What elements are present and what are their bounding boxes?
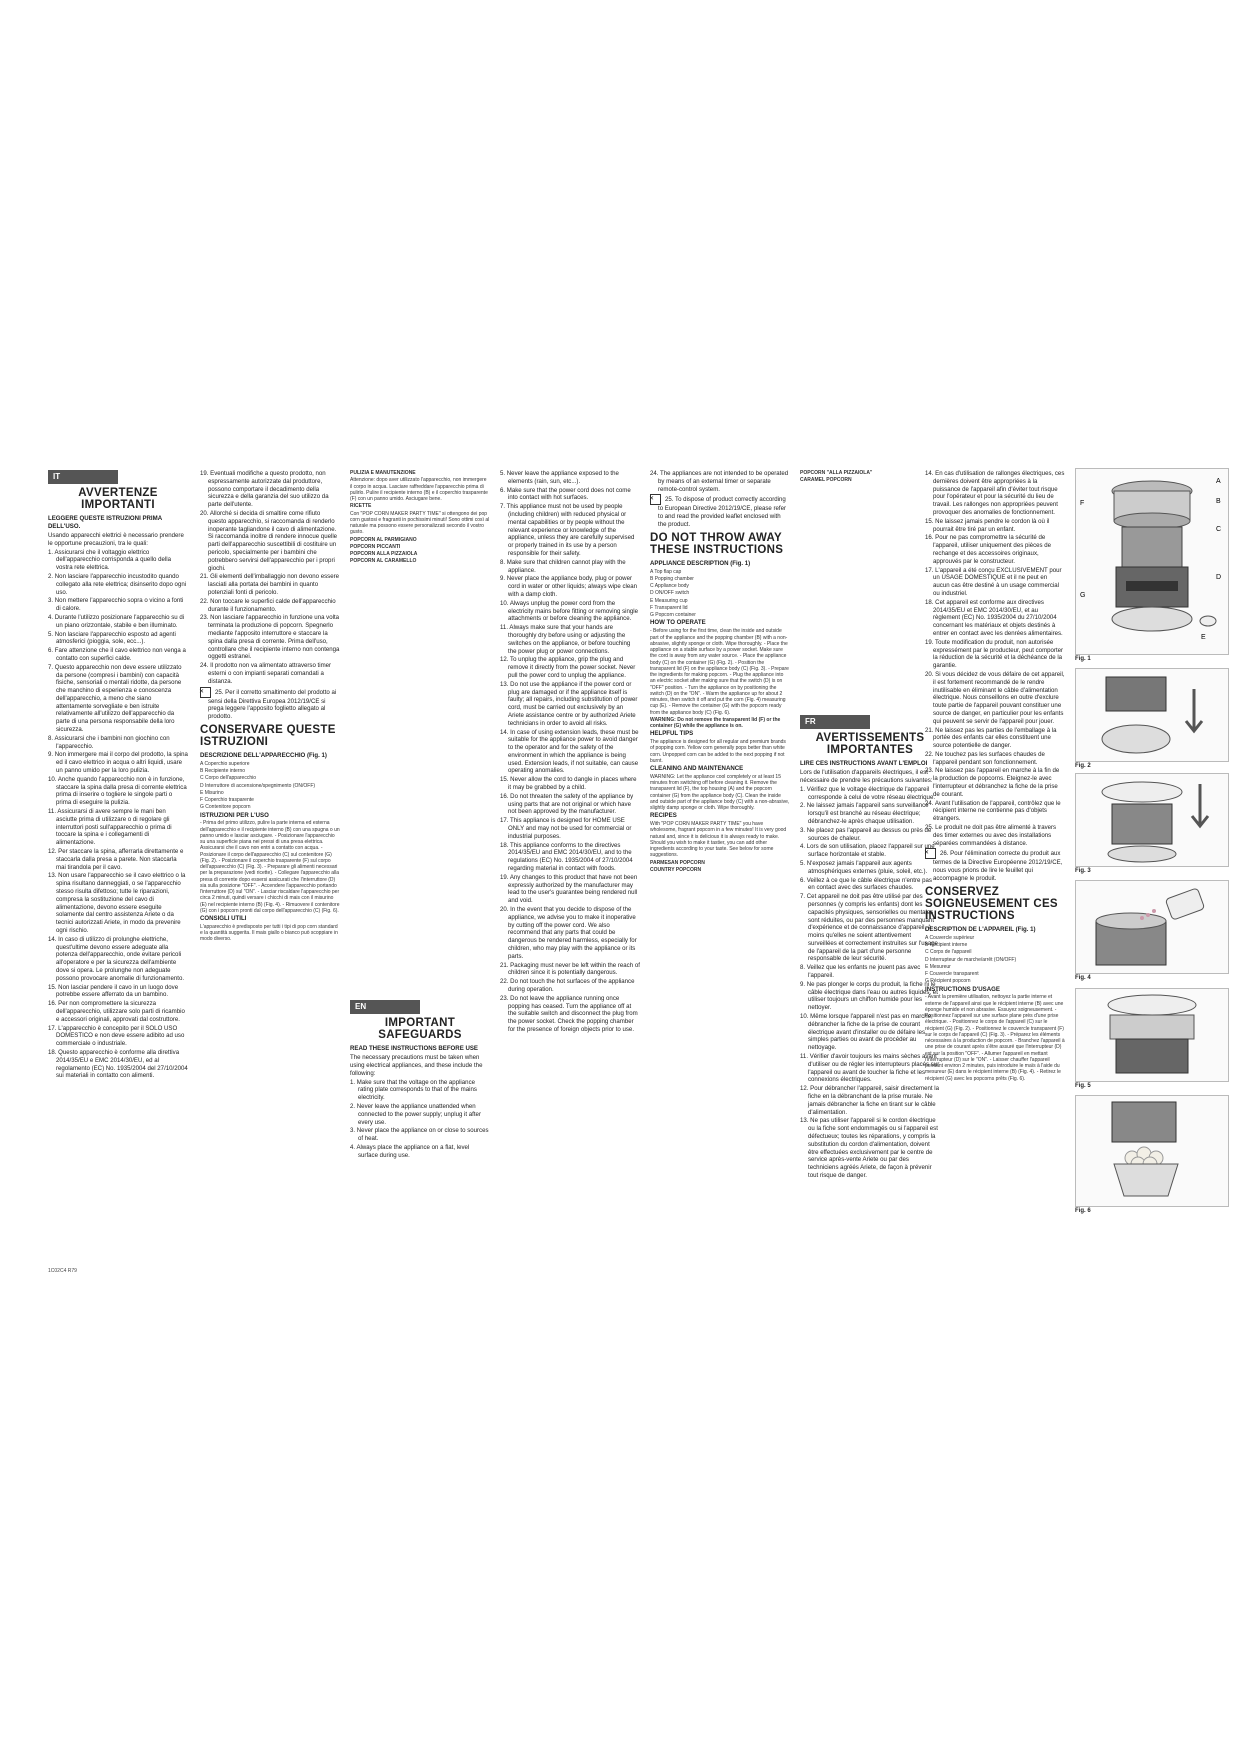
it-item: 18. Questo apparecchio è conforme alla direttiva 2014/35/EU e EMC 2014/30/EU, ed al regolamento (EC) No. 1935/2004 del 27/10/2004 sui materiali in contatto con alimenti. (48, 1048, 188, 1080)
it-item-text: 25. Per il corretto smaltimento del prodotto ai sensi della Direttiva Europea 2012/19/CE si prega leggere l'apposito foglietto allegato al prodotto. (208, 688, 337, 721)
en-item: 1. Make sure that the voltage on the appliance rating plate corresponds to that of the mains electricity. (350, 1078, 477, 1102)
fr-part: A Couvercle supérieur (925, 934, 975, 941)
en-item: 3. Never place the appliance on or close to sources of heat. (350, 1127, 489, 1143)
en-part: C Appliance body (650, 583, 689, 590)
fr-item: 14. En cas d'utilisation de rallonges électriques, ces dernières doivent être appropriées à la puissance de l'appareil afin d'éviter tout risque pour l'opérateur et pour la sécurité du lieu de travail. Les rallonges non appropriées peuvent provoquer des anomalies de fonctionnement. (925, 470, 1065, 516)
fr-item: 2. Ne laissez jamais l'appareil sans surveillance lorsqu'il est branché au réseau électrique; débranchez-le après chaque utilisation. (800, 802, 929, 825)
en-recipe-name: PARMESAN POPCORN (650, 859, 705, 866)
it-clean: Attenzione: dopo aver utilizzato l'apparecchio, non immergere il corpo in acqua. Lasciare raffreddare l'apparecchio prima di pulirlo. Pulire il recipiente interno (B) e il coperchio trasparente (F) con un panno umido. Asciugare bene. (350, 477, 488, 502)
it-item: 12. Per staccare la spina, afferrarla direttamente e staccarla dalla presa a parete. Non staccarla mai tirandola per il cavo. (48, 848, 184, 871)
it-item: 5. Non lasciare l'apparecchio esposto ad agenti atmosferici (pioggia, sole, ecc...). (48, 630, 176, 646)
en-item: 20. In the event that you decide to dispose of the appliance, we advise you to make it inoperative by cutting off the power cord. We also recommend that any parts that could be dangerous be rendered harmless, especially for children, who may play with the appliance or its parts. (500, 906, 637, 960)
it-part: E Misurino (200, 789, 224, 796)
fr-item: 12. Pour débrancher l'appareil, saisir directement la fiche en la débranchant de la prise murale. Ne jamais débrancher la fiche en tirant sur le câble d'alimentation. (800, 1085, 940, 1116)
fr-item: 16. Pour ne pas compromettre la sécurité de l'appareil, utiliser uniquement des pièces de rechange et des accessoires originaux, approuvés par le constructeur. (925, 534, 1052, 565)
it-item: 21. Gli elementi dell'imballaggio non devono essere lasciati alla portata dei bambini in quanto potenziali fonti di pericolo. (200, 573, 340, 596)
figure-1-label-g: G (1080, 592, 1086, 599)
en-item-text: 25. To dispose of product correctly according to European Directive 2012/19/CE, please refer to and read the provided leaflet enclosed with the product. (658, 496, 787, 528)
figure-1-label: Fig. 1 (1075, 656, 1091, 662)
it-parts-list (200, 761, 340, 811)
en-item: 23. Do not leave the appliance running once popping has ceased. Turn the appliance off at the suitable switch and disconnect the plug from the power socket. Check the popping chamber for the presence of foreign objects prior to use. (500, 994, 638, 1033)
it-item: 24. Il prodotto non va alimentato attraverso timer esterni o con impianti separati comandati a distanza. (200, 662, 332, 685)
en-item: 4. Always place the appliance on a flat, level surface during use. (350, 1143, 470, 1159)
crossed-bin-icon: ✕ (200, 687, 211, 698)
fr-part: E Mesureur (925, 963, 951, 970)
en-clean: WARNING: Let the appliance cool completely or at least 15 minutes from switching off before cleaning it. Remove the transparent lid (F), the top housing (A) and the popcorn container (G) from the appliance body (C). Clean the inside and outside part of the appliance body (C) with a non-abrasive, slightly damp sponge or cloth. Wipe thoroughly. (650, 773, 790, 812)
en-item: 21. Packaging must never be left within the reach of children since it is potentially dangerous. (500, 961, 640, 977)
it-tips-heading: CONSIGLI UTILI (200, 915, 247, 923)
en-part: B Popping chamber (650, 575, 694, 582)
it-part: B Recipiente interno (200, 768, 246, 775)
it-recipe-name: POPCORN AL CARAMELLO (350, 558, 417, 565)
it-item: 16. Per non compromettere la sicurezza dell'apparecchio, utilizzare solo parti di ricambio e accessori originali, approvati dal costruttore. (48, 1000, 185, 1023)
fr-item: 15. Ne laissez jamais pendre le cordon là où il pourrait être tiré par un enfant. (925, 517, 1050, 533)
en-item: 13. Do not use the appliance if the power cord or plug are damaged or if the appliance itself is faulty; all repairs, including substitution of power cord, must be carried out exclusively by an Ariete assistance centre or by authorized Ariete technicians in order to avoid all risks. (500, 680, 638, 727)
it-column-1 (48, 470, 188, 1270)
en-usage-heading: HOW TO OPERATE (650, 619, 706, 627)
en-column-4 (800, 470, 940, 700)
crossed-bin-icon: ✕ (650, 494, 661, 505)
popcorn-maker-illustration (1076, 469, 1228, 654)
en-item: 19. Any changes to this product that have not been expressly authorized by the manufacturer may lead to the user's guarantee being rendered null and void. (500, 873, 638, 905)
en-item: 9. Never place the appliance body, plug or power cord in water or other liquids; always wipe clean with a damp cloth. (500, 575, 638, 598)
fr-part: C Corps de l'appareil (925, 949, 972, 956)
fr-item-text: 26. Pour l'élimination correcte du produit aux termes de la Directive Européenne 2012/19/CE, nous vous prions de lire le feuillet qui accompagne le produit. (933, 850, 1063, 883)
fr-item: 4. Lors de son utilisation, placez l'appareil sur une surface horizontale et stable. (800, 843, 935, 859)
fr-item: 9. Ne pas plonger le corps du produit, la fiche ni le câble électrique dans l'eau ou autres liquides, et utiliser toujours un chiffon humide pour les nettoyer. (800, 980, 938, 1012)
it-item: 19. Eventuali modifiche a questo prodotto, non espressamente autorizzate dal produttore, possono comportare il decadimento della sicurezza e della garanzia del suo utilizzo da parte dell'utente. (200, 470, 329, 509)
it-part: C Corpo dell'apparecchio (200, 775, 256, 782)
en-desc-heading: APPLIANCE DESCRIPTION (Fig. 1) (650, 559, 751, 567)
it-tips: L'apparecchio è predisposto per tutti i tipi di pop corn standard e la quantità suggerita. Il mais giallo o bianco può scoppiare in modo diverso. (200, 923, 338, 943)
fr-item: 25. Le produit ne doit pas être alimenté à travers des timer externes ou avec des installations séparées commandées à distance. (925, 824, 1057, 847)
en-item: 11. Always make sure that your hands are thoroughly dry before using or adjusting the switches on the appliance, or before touching the power plug or power connections. (500, 624, 631, 655)
figure-5-label: Fig. 5 (1075, 1083, 1091, 1089)
it-item: 3. Non mettere l'apparecchio sopra o vicino a fonti di calore. (48, 597, 184, 613)
en-item: 17. This appliance is designed for HOME USE ONLY and may not be used for commercial or industrial purposes. (500, 817, 632, 840)
fr-column-1 (800, 715, 940, 1270)
figure-2-body-on-container (1075, 668, 1229, 762)
it-intro: Usando apparecchi elettrici è necessario prendere le opportune precauzioni, tra le quali: (48, 531, 184, 547)
en-recipe-name: CARAMEL POPCORN (800, 477, 852, 484)
it-title: AVVERTENZE IMPORTANTI (78, 487, 158, 512)
it-item: 13. Non usare l'apparecchio se il cavo elettrico o la spina risultano danneggiati, o se l'apparecchio stesso risulta difettoso; tutte le riparazioni, compresa la sostituzione del cavo di alimentazione, devono essere eseguite solamente dal centro assistenza Ariete o da tecnici autorizzati Ariete, in modo da prevenire ogni rischio. (48, 872, 186, 934)
it-item: 22. Non toccare le superfici calde dell'apparecchio durante il funzionamento. (200, 597, 336, 613)
figure-1-popcorn-maker-exploded (1075, 468, 1229, 655)
figure-1-label-a: A (1216, 478, 1221, 485)
it-clean-heading: PULIZIA E MANUTENZIONE (350, 470, 416, 476)
en-intro-heading: READ THESE INSTRUCTIONS BEFORE USE (350, 1045, 478, 1053)
en-part: E Measuring cup (650, 597, 688, 604)
en-part: F Transparent lid (650, 604, 688, 611)
fr-item: 21. Ne laissez pas les parties de l'emballage à la portée des enfants car elles constituent une source potentielle de danger. (925, 726, 1057, 750)
en-item: 12. To unplug the appliance, grip the plug and remove it directly from the power socket. Never pull the power cord to unplug the appliance. (500, 656, 636, 679)
fr-item: 22. Ne touchez pas les surfaces chaudes de l'appareil pendant son fonctionnement. (925, 750, 1045, 766)
en-recipe-name: POPCORN "ALLA PIZZAIOLA" (800, 470, 873, 476)
en-item: 18. This appliance conforms to the directives 2014/35/EU and EMC 2014/30/EU, and to the regulations (EC) No. 1935/2004 of 27/10/2004 regarding material in contact with foods. (500, 841, 633, 873)
en-usage: - Before using for the first time, clean the inside and outside part of the appliance and the popping chamber (B) with a non-abrasive, slightly sponge or cloth. Wipe thoroughly. - Place the appliance on a stable surface by a power socket. Make sure the cord is away from any water source. - Place the appliance body (C) on the container (G) (Fig. 2). - Position the transparent lid (F) on the appliance body (C) (Fig. 3). - Prepare the ingredients for making popcorn. - Plug the appliance into an electric socket after making sure that the switch (D) is on "OFF" position. - Turn the appliance on by positioning the switch (D) on the "ON". - Warm the appliance up for about 2 minutes, then switch it off and put the corn (Fig. 4) measuring cup (E). - Remove the container (G) with the popcorn ready from the appliance body (C) (Fig. 6). (650, 628, 789, 716)
fr-item: 5. N'exposez jamais l'appareil aux agents atmosphériques externes (pluie, soleil, etc.). (800, 859, 928, 875)
it-item: 14. In caso di utilizzo di prolunghe elettriche, quest'ultime devono essere adeguate alla potenza dell'apparecchio, onde evitare pericoli all'operatore e per la sicurezza dell'ambiente dove si opera. Le prolunghe non adeguate possono provocare anomalie di funzionamento. (48, 935, 185, 982)
fr-part: G Récipient popcorn (925, 978, 971, 985)
it-item: 6. Fare attenzione che il cavo elettrico non venga a contatto con superfici calde. (48, 647, 186, 662)
en-item: 8. Make sure that children cannot play with the appliance. (500, 558, 626, 574)
it-item: 9. Non immergere mai il corpo del prodotto, la spina ed il cavo elettrico in acqua o altri liquidi, usare un panno umido per la loro pulizia. (48, 751, 188, 775)
it-usage-heading: ISTRUZIONI PER L'USO (200, 811, 269, 819)
it-item: 20. Allorché si decida di smaltire come rifiuto questo apparecchio, si raccomanda di renderlo inoperante tagliandone il cavo di alimentazione. Si raccomanda inoltre di rendere innocue quelle parti dell'apparecchio suscettibili di costituire un pericolo, specialmente per i bambini che potrebbero servirsi dell'apparecchio per i propri giochi. (200, 509, 338, 572)
en-part: A Top flap cap (650, 568, 682, 575)
it-column-2 (200, 470, 340, 1270)
fr-item: 23. Ne laissez pas l'appareil en marche à la fin de la production de popcorns. Eteignez-le avec l'interrupteur et débranchez la fiche de la prise de courant. (925, 767, 1060, 798)
en-item (650, 494, 790, 528)
en-column-1 (350, 1000, 490, 1270)
en-warning: WARNING: Do not remove the transparent lid (F) or the container (G) while the appliance is on. (650, 716, 781, 729)
fr-item: 11. Vérifier d'avoir toujours les mains sèches avant d'utiliser ou de régler les interrupteurs placés sur l'appareil ou avant de toucher la fiche et les connexions électriques. (800, 1053, 940, 1084)
fr-desc-heading: DESCRIPTION DE L'APPAREIL (Fig. 1) (925, 926, 1036, 934)
fr-item: 17. L'appareil a été conçu EXCLUSIVEMENT pour un USAGE DOMESTIQUE et il ne peut en aucun cas être destiné à un usage commercial ou industriel. (925, 566, 1062, 597)
it-item: 1. Assicurarsi che il voltaggio elettrico dell'apparecchio corrisponda a quello della vostra rete elettrica. (48, 548, 171, 572)
fr-title: AVERTISSEMENTS IMPORTANTES (815, 732, 925, 757)
fr-item: 1. Vérifiez que le voltage électrique de l'appareil corresponde à celui de votre réseau électrique. (800, 785, 936, 801)
en-keep-title: DO NOT THROW AWAY THESE INSTRUCTIONS (650, 531, 784, 556)
figure-5-lid-closed (1075, 988, 1229, 1082)
language-tag-en: EN (350, 1000, 420, 1014)
en-item: 16. Do not threaten the safety of the appliance by using parts that are not original or which have not been approved by the manufacturer. (500, 792, 634, 816)
it-intro-heading: LEGGERE QUESTE ISTRUZIONI PRIMA DELL'USO. (48, 515, 162, 531)
figure-1-label-b: B (1216, 498, 1221, 505)
it-part: D Interruttore di accensione/spegnimento (ON/OFF) (200, 782, 316, 789)
en-title: IMPORTANT SAFEGUARDS (378, 1017, 462, 1042)
en-part: G Popcorn container (650, 612, 696, 619)
en-recipes-heading: RECIPES (650, 812, 677, 820)
it-usage: - Prima del primo utilizzo, pulire la parte interna ed esterna dell'apparecchio e il recipiente interno (B) con una spugna o un panno umido e lasciar asciugare. - Posizionare l'apparecchio su una superficie piana nei pressi di una presa elettrica. Assicurarsi che il cavo non entri a contatto con acqua. - Posizionare il corpo dell'apparecchio (C) sul contenitore (G) (Fig. 2). - Posizionare il coperchio trasparente (F) sul corpo dell'apparecchio (C) (Fig. 3). - Preparare gli alimenti necessari per la preparazione (vedi ricette). - Collegare l'apparecchio alla presa di corrente dopo essersi assicurati che l'interruttore (D) sia sulla posizione "OFF". - Accendere l'apparecchio portando l'interruttore (D) sul "ON". - Lasciar riscaldare l'apparecchio per circa 2 minuti, quindi versare i chicchi di mais con il misurino (E) nel recipiente interno (B) (Fig. 4). - Rimuovere il contenitore (G) con i popcorn pronti dal corpo dell'apparecchio (C) (Fig. 6). (200, 820, 340, 914)
fr-parts-list (925, 935, 1065, 985)
en-intro: The necessary precautions must be taken when using electrical appliances, and these include the following: (350, 1054, 483, 1077)
it-item: 8. Assicurarsi che i bambini non giochino con l'apparecchio. (48, 734, 170, 750)
en-item: 5. Never leave the appliance exposed to the elements (rain, sun, etc...). (500, 470, 619, 485)
en-recipes: With "POP CORN MAKER PARTY TIME" you have wholesome, fragrant popcorn in a few minutes! It is very good natural and, since it is delicious it is always ready to make. Should you wish to make it tastier, you can add other ingredients according to your taste. See below for some suggestions. (650, 821, 787, 859)
it-recipes: Con "POP CORN MAKER PARTY TIME" si ottengono dei pop corn gustosi e fragranti in pochissimi minuti! Sono ottimi così al naturale ma possono essere personalizzati secondo il vostro gusto. (350, 510, 490, 536)
en-tips-heading: HELPFUL TIPS (650, 730, 694, 738)
it-part: A Coperchio superiore (200, 760, 250, 767)
it-part: G Contenitore popcorn (200, 804, 251, 811)
it-item: 11. Assicurarsi di avere sempre le mani ben asciutte prima di utilizzare o di regolare gli interruttori posti sull'apparecchio o prima di toccare la spina e i collegamenti di alimentazione. (48, 808, 172, 847)
fr-item: 6. Veillez à ce que le câble électrique n'entre pas en contact avec des surfaces chaudes. (800, 876, 932, 892)
figure-4-pouring-corn (1075, 880, 1229, 974)
fr-item: 13. Ne pas utiliser l'appareil si le cordon électrique ou la fiche sont endommagés ou si l'appareil est défectueux; toutes les réparations, y compris la substitution du cordon d'alimentation, doivent être effectuées exclusivement par le centre de service après-vente Ariete ou par des techniciens agréés Ariete, de façon à prévenir tout risque de danger. (800, 1117, 938, 1179)
en-item: 6. Make sure that the power cord does not come into contact with hot surfaces. (500, 486, 631, 502)
figure-1-label-e: E (1201, 634, 1206, 641)
figure-1-label-c: C (1216, 526, 1222, 533)
fr-item: 24. Avant l'utilisation de l'appareil, contrôlez que le récipient interne ne contienne pas d'objets étrangers. (925, 799, 1061, 823)
fr-item: 3. Ne placez pas l'appareil au dessus ou près de sources de chaleur. (800, 826, 932, 842)
figure-3-label: Fig. 3 (1075, 868, 1091, 874)
it-recipe-name: POPCORN AL PARMIGIANO (350, 536, 417, 543)
en-item: 2. Never leave the appliance unattended when connected to the power supply; unplug it after every use. (350, 1102, 481, 1126)
en-item: 24. The appliances are not intended to be operated by means of an external timer or separate remote-control system. (650, 470, 789, 493)
fr-item: 7. Cet appareil ne doit pas être utilisé par des personnes (y compris les enfants) dont les capacités physiques, sensorielles ou mentales sont réduites, ou par des personnes manquant d'expérience et de connaissance d'appareil, à moins qu'elles ne soient attentivement surveillées et correctement instruites sur l'usage de l'appareil de la part d'une personne responsable de leur sécurité. (800, 893, 938, 963)
en-item: 7. This appliance must not be used by people (including children) with reduced physical or mental capabilities or by people without the relevant experience or knowledge of the appliance, unless they are carefully supervised or properly trained in its use by a person responsible for their safety. (500, 503, 635, 557)
fr-usage: - Avant la première utilisation, nettoyez la partie interne et externe de l'appareil ainsi que le récipient interne (B) avec une éponge humide et non abrasive. Essuyez soigneusement. - Positionnez l'appareil sur une surface plane près d'une prise électrique. - Positionnez le corps de l'appareil (C) sur le récipient (G) (Fig. 2). - Positionnez le couvercle transparent (F) sur le corps de l'appareil (C) (Fig. 3). - Préparez les éléments nécessaires à la production de popcorn. - Branchez l'appareil à une prise de courant après s'être assuré que l'interrupteur (D) est sur la position "OFF". - Allumer l'appareil en mettant l'interrupteur (D) sur le "ON". - Laisser chauffer l'appareil pendant environ 2 minutes, puis introduire le maïs à l'aide du mesureur (E) dans le récipient interne (B) (Fig. 4). - Retirez le récipient (G) avec les popcorns prêts (Fig. 6). (925, 994, 1065, 1082)
fr-item: 18. Cet appareil est conforme aux directives 2014/35/EU et EMC 2014/30/EU, et au règlement (EC) No. 1935/2004 du 27/10/2004 concernant les matériaux et objets destinés à entrer en contact avec les denrées alimentaires. (925, 598, 1063, 637)
fr-part: B Récipient interne (925, 942, 968, 949)
en-parts-list (650, 569, 790, 619)
it-item (200, 687, 340, 721)
figure-3-transparent-lid (1075, 773, 1229, 867)
fr-part: F Couvercle transparent (925, 971, 979, 978)
figure-2-label: Fig. 2 (1075, 763, 1091, 769)
en-item: 22. Do not touch the hot surfaces of the appliance during operation. (500, 978, 635, 993)
it-part: F Coperchio trasparente (200, 797, 254, 804)
it-item: 17. L'apparecchio è concepito per il SOLO USO DOMESTICO e non deve essere adibito ad uso commerciale o industriale. (48, 1024, 185, 1048)
en-clean-heading: CLEANING AND MAINTENANCE (650, 765, 744, 773)
figure-6-popcorn-ready (1075, 1095, 1229, 1207)
it-item: 23. Non lasciare l'apparecchio in funzione una volta terminata la produzione di popcorn. Spegnerlo mediante l'apposito interruttore e staccare la spina dalla presa di corrente. Prima dell'uso, controllare che il recipiente interno non contenga oggetti estranei. (200, 614, 340, 661)
language-tag-fr: FR (800, 715, 870, 729)
en-part: D ON/OFF switch (650, 590, 690, 597)
language-tag-it: IT (48, 470, 118, 484)
en-item: 15. Never allow the cord to dangle in places where it may be grabbed by a child. (500, 776, 637, 792)
en-item: 10. Always unplug the power cord from the electricity mains before fitting or removing single attachments or before cleaning the appliance. (500, 599, 639, 623)
crossed-bin-icon: ✕ (925, 848, 936, 859)
it-item: 4. Durante l'utilizzo posizionare l'apparecchio su di un piano orizzontale, stabile e ben illuminato. (48, 613, 185, 629)
figure-1-label-f: F (1080, 500, 1085, 507)
fr-part: D Interrupteur de marche/arrêt (ON/OFF) (925, 956, 1017, 963)
fr-keep-title: CONSERVEZ SOIGNEUSEMENT CES INSTRUCTIONS (925, 885, 1058, 922)
it-item: 15. Non lasciar pendere il cavo in un luogo dove potrebbe essere afferrato da un bambino. (48, 983, 179, 999)
en-tips: The appliance is designed for all regular and premium brands of popping corn. Yellow corn generally pops better than white corn. Unpopped corn can be added to the next popping if not burnt. (650, 739, 786, 764)
fr-column-2 (925, 470, 1065, 1270)
en-column-2 (500, 470, 640, 1270)
it-item: 7. Questo apparecchio non deve essere utilizzato da persone (compresi i bambini) con capacità fisiche, sensoriali o mentali ridotte, da persone che manchino di esperienza e conoscenza dell'apparecchio, a meno che siano attentamente sorvegliate e ben istruite relativamente all'utilizzo dell'apparecchio da parte di una persona responsabile della loro sicurezza. (48, 663, 182, 734)
fr-item: 19. Toute modification du produit, non autorisée expressément par le producteur, peut comporter la réduction de la sécurité et la déchéance de la garantie. (925, 638, 1064, 670)
it-recipe-name: POPCORN PICCANTI (350, 543, 401, 550)
fr-usage-heading: INSTRUCTIONS D'USAGE (925, 985, 1000, 993)
it-item: 2. Non lasciare l'apparecchio incustodito quando collegato alla rete elettrica; disinserito dopo ogni uso. (48, 572, 187, 596)
it-item: 10. Anche quando l'apparecchio non è in funzione, staccare la spina dalla presa di corrente elettrica prima di inserire o togliere le singole parti o prima di eseguire la pulizia. (48, 775, 187, 807)
figure-4-label: Fig. 4 (1075, 975, 1091, 981)
fr-item (925, 848, 1065, 882)
fr-intro: Lors de l'utilisation d'appareils électriques, il est nécessaire de prendre les précautions suivantes: (800, 769, 933, 784)
en-recipe-name: COUNTRY POPCORN (650, 866, 702, 873)
en-column-3 (650, 470, 790, 1270)
it-desc-heading: DESCRIZIONE DELL'APPARECCHIO (Fig. 1) (200, 752, 327, 760)
figure-6-label: Fig. 6 (1075, 1208, 1091, 1214)
figure-1-label-d: D (1216, 574, 1222, 581)
it-recipes-heading: RICETTE (350, 503, 372, 510)
document-code: 1C02C4 R79 (48, 1268, 77, 1274)
fr-item: 10. Même lorsque l'appareil n'est pas en marche, débrancher la fiche de la prise de courant électrique avant d'installer ou de défaire les simples parties ou avant de procéder au nettoyage. (800, 1013, 933, 1052)
fr-item: 20. Si vous décidez de vous défaire de cet appareil, il est fortement recommandé de le rendre inutilisable en éliminant le câble d'alimentation électrique. Nous conseillons en outre d'exclure toute partie de l'appareil pouvant constituer une source de danger, en particulier pour les enfants qui peuvent se servir de l'appareil pour jouer. (925, 670, 1065, 725)
fr-item: 8. Veillez que les enfants ne jouent pas avec l'appareil. (800, 964, 921, 980)
fr-intro-heading: LIRE CES INSTRUCTIONS AVANT L'EMPLOI (800, 760, 928, 768)
it-keep-title: CONSERVARE QUESTE ISTRUZIONI (200, 723, 336, 748)
en-item: 14. In case of using extension leads, these must be suitable for the appliance power to avoid danger to the operator and for the safety of the environment in which the appliance is being used. Extension leads, if not suitable, can cause operating anomalies. (500, 728, 639, 775)
it-recipe-name: POPCORN ALLA PIZZAIOLA (350, 551, 418, 557)
